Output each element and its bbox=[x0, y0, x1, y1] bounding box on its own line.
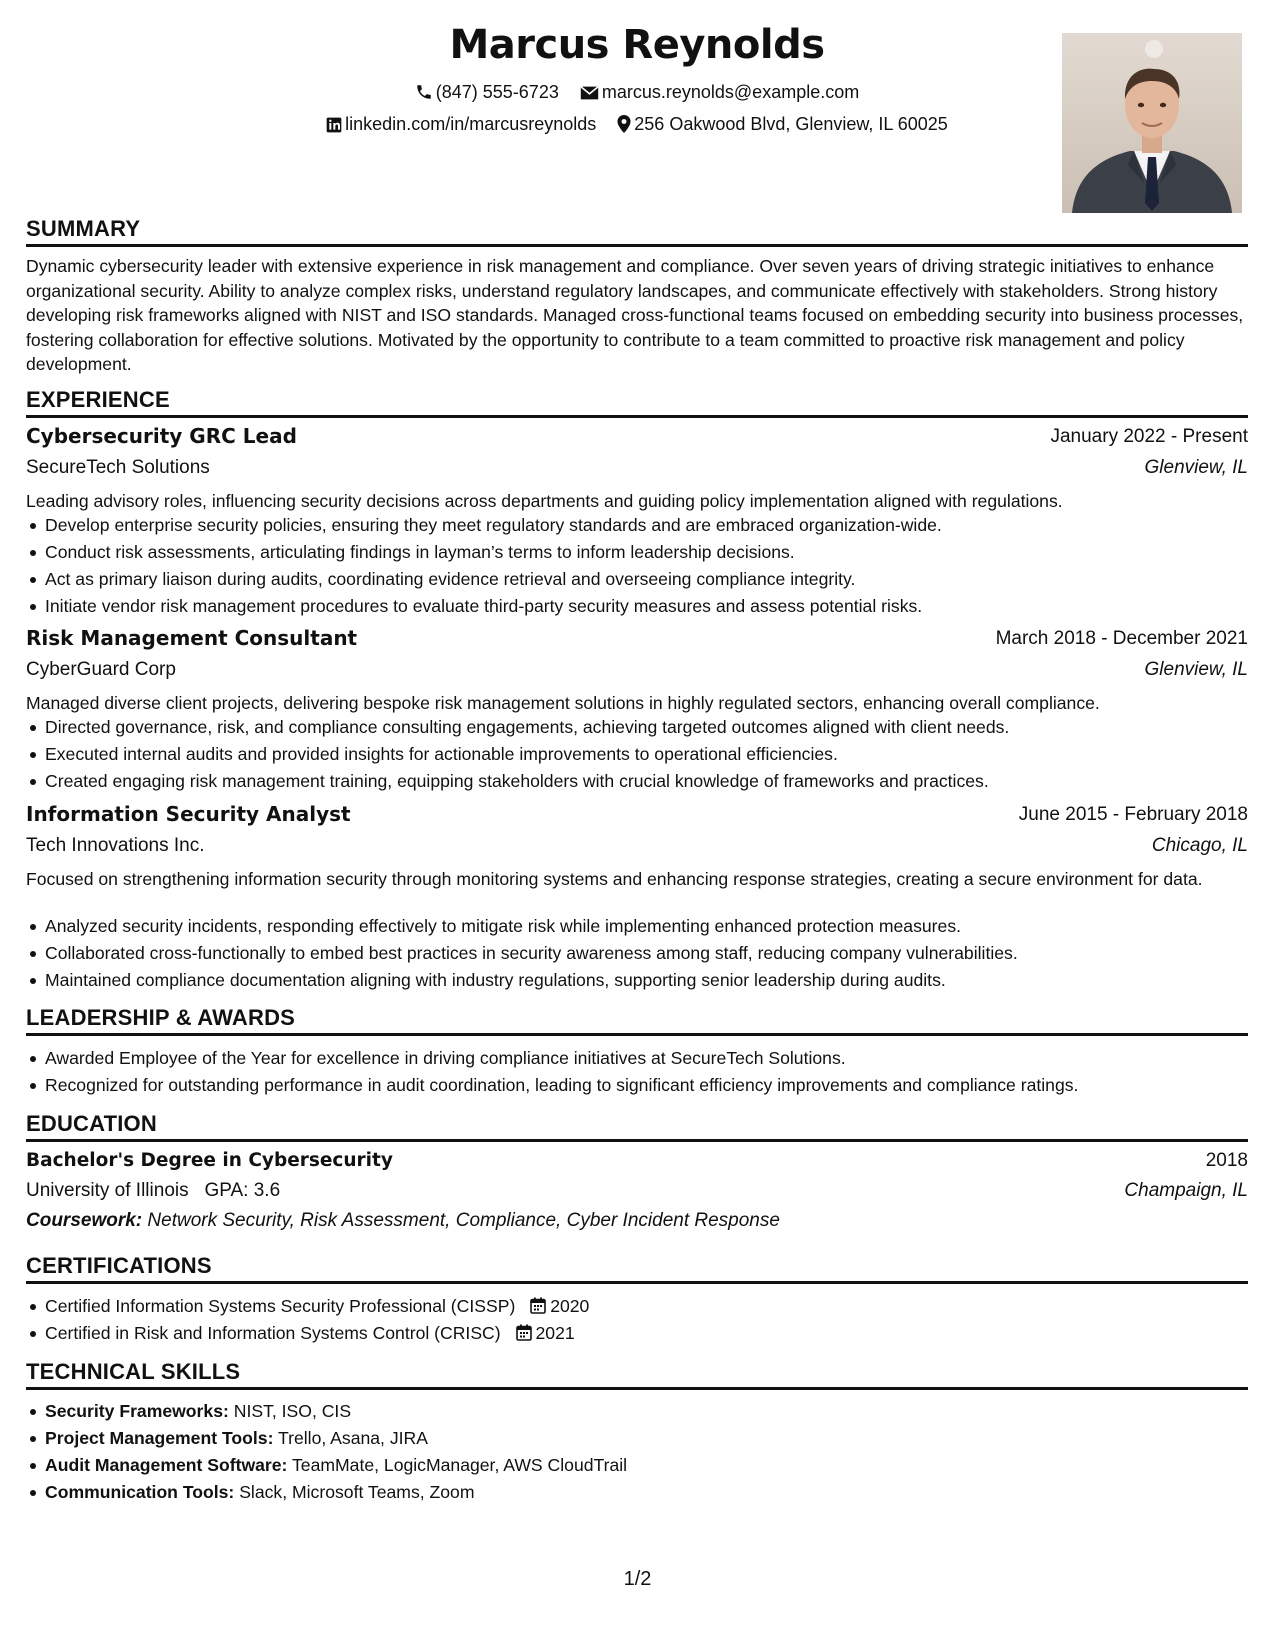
job-dates: January 2022 - Present bbox=[1050, 426, 1248, 447]
envelope-icon bbox=[580, 85, 599, 101]
list-item bbox=[26, 1320, 1248, 1347]
contact-email[interactable] bbox=[580, 82, 859, 103]
job-description: Managed diverse client projects, delivering bespoke risk management solutions in highly regulated sectors, enhancing overall compliance. bbox=[26, 693, 1100, 713]
address-text: 256 Oakwood Blvd, Glenview, IL 60025 bbox=[634, 113, 948, 134]
job-bullets bbox=[26, 913, 1248, 994]
job-company: SecureTech Solutions bbox=[26, 457, 210, 478]
phone-text: (847) 555-6723 bbox=[435, 81, 559, 102]
page-number: 1/2 bbox=[623, 1568, 652, 1590]
certifications-list bbox=[26, 1293, 1248, 1347]
section-title-experience: EXPERIENCE bbox=[26, 387, 1248, 418]
phone-icon bbox=[415, 83, 433, 101]
email-text: marcus.reynolds@example.com bbox=[601, 81, 860, 102]
cert-name: Certified in Risk and Information Systems Control (CRISC) bbox=[45, 1323, 501, 1343]
contact-linkedin[interactable] bbox=[326, 114, 596, 135]
skill-label: Security Frameworks: bbox=[45, 1401, 229, 1421]
list-item bbox=[26, 1425, 1248, 1452]
job-description: Focused on strengthening information security through monitoring systems and enhancing response strategies, creating a secure environment for data. bbox=[26, 869, 1203, 889]
job-company: Tech Innovations Inc. bbox=[26, 835, 205, 856]
job-bullets bbox=[26, 512, 1248, 620]
section-title-skills: TECHNICAL SKILLS bbox=[26, 1359, 1248, 1390]
job-title: Risk Management Consultant bbox=[26, 626, 358, 650]
skill-value: TeamMate, LogicManager, AWS CloudTrail bbox=[292, 1455, 628, 1475]
section-title-awards: LEADERSHIP & AWARDS bbox=[26, 1005, 1248, 1036]
job-location: Glenview, IL bbox=[1144, 457, 1248, 478]
list-item: Initiate vendor risk management procedures to evaluate third-party security measures and assess potential risks. bbox=[26, 593, 1248, 620]
awards-list bbox=[26, 1045, 1248, 1099]
job-location: Glenview, IL bbox=[1144, 659, 1248, 680]
calendar-icon bbox=[516, 1324, 532, 1341]
coursework bbox=[26, 1210, 780, 1232]
list-item bbox=[26, 1293, 1248, 1320]
skill-value: Slack, Microsoft Teams, Zoom bbox=[239, 1482, 475, 1502]
skill-label: Audit Management Software: bbox=[45, 1455, 288, 1475]
linkedin-icon bbox=[326, 117, 342, 133]
school-line bbox=[26, 1180, 280, 1202]
list-item: Collaborated cross-functionally to embed best practices in security awareness among staff, reducing company vulnerabilities. bbox=[26, 940, 1248, 967]
graduation-year: 2018 bbox=[1205, 1150, 1248, 1171]
list-item: Conduct risk assessments, articulating findings in layman’s terms to inform leadership decisions. bbox=[26, 539, 1248, 566]
school-location: Champaign, IL bbox=[1124, 1180, 1248, 1201]
list-item: Created engaging risk management training, equipping stakeholders with crucial knowledge of frameworks and practices. bbox=[26, 768, 1248, 795]
profile-photo bbox=[1062, 33, 1242, 213]
candidate-name: Marcus Reynolds bbox=[449, 22, 825, 68]
summary-text: Dynamic cybersecurity leader with extensive experience in risk management and compliance. Over seven years of driving strategic initiatives to enhance organizational security. Ability to analyze complex risks, understand regulatory landscapes, and communicate effectively with stakeholders. Strong history developing risk frameworks aligned with NIST and ISO standards. Managed cross-functional teams focused on embedding security into business processes, fostering collaboration for effective solutions. Motivated by the opportunity to contribute to a team committed to proactive risk management and policy development. bbox=[26, 256, 1244, 375]
linkedin-text: linkedin.com/in/marcusreynolds bbox=[345, 113, 597, 134]
job-company: CyberGuard Corp bbox=[26, 659, 176, 680]
list-item: Analyzed security incidents, responding effectively to mitigate risk while implementing enhanced protection measures. bbox=[26, 913, 1248, 940]
contact-address bbox=[617, 114, 948, 135]
section-title-summary: SUMMARY bbox=[26, 216, 1248, 247]
cert-year: 2021 bbox=[535, 1323, 575, 1343]
school-name: University of Illinois bbox=[26, 1180, 189, 1201]
job-location: Chicago, IL bbox=[1151, 835, 1248, 856]
list-item bbox=[26, 1452, 1248, 1479]
list-item: Directed governance, risk, and compliance consulting engagements, achieving targeted outcomes aligned with client needs. bbox=[26, 714, 1248, 741]
list-item bbox=[26, 1479, 1248, 1506]
list-item: Executed internal audits and provided insights for actionable improvements to operational efficiencies. bbox=[26, 741, 1248, 768]
job-dates: June 2015 - February 2018 bbox=[1018, 804, 1248, 825]
job-description: Leading advisory roles, influencing security decisions across departments and guiding policy implementation aligned with regulations. bbox=[26, 491, 1063, 511]
job-dates: March 2018 - December 2021 bbox=[995, 628, 1248, 649]
cert-year: 2020 bbox=[550, 1296, 590, 1316]
degree-title: Bachelor's Degree in Cybersecurity bbox=[26, 1150, 393, 1171]
cert-name: Certified Information Systems Security Professional (CISSP) bbox=[45, 1296, 516, 1316]
job-title: Cybersecurity GRC Lead bbox=[26, 424, 297, 448]
list-item: Act as primary liaison during audits, coordinating evidence retrieval and overseeing compliance integrity. bbox=[26, 566, 1248, 593]
skills-list bbox=[26, 1398, 1248, 1506]
list-item bbox=[26, 1398, 1248, 1425]
contact-phone[interactable] bbox=[415, 82, 559, 103]
list-item: Recognized for outstanding performance in audit coordination, leading to significant efficiency improvements and compliance ratings. bbox=[26, 1072, 1248, 1099]
skill-label: Communication Tools: bbox=[45, 1482, 235, 1502]
skill-label: Project Management Tools: bbox=[45, 1428, 274, 1448]
coursework-list: Network Security, Risk Assessment, Compliance, Cyber Incident Response bbox=[147, 1210, 780, 1231]
skill-value: NIST, ISO, CIS bbox=[233, 1401, 352, 1421]
list-item: Awarded Employee of the Year for excellence in driving compliance initiatives at SecureTech Solutions. bbox=[26, 1045, 1248, 1072]
map-pin-icon bbox=[617, 115, 631, 133]
section-title-certifications: CERTIFICATIONS bbox=[26, 1253, 1248, 1284]
gpa: GPA: 3.6 bbox=[204, 1180, 281, 1201]
section-title-education: EDUCATION bbox=[26, 1111, 1248, 1142]
skill-value: Trello, Asana, JIRA bbox=[278, 1428, 428, 1448]
list-item: Maintained compliance documentation aligning with industry regulations, supporting senior leadership during audits. bbox=[26, 967, 1248, 994]
list-item: Develop enterprise security policies, ensuring they meet regulatory standards and are embraced organization-wide. bbox=[26, 512, 1248, 539]
job-bullets bbox=[26, 714, 1248, 795]
coursework-label: Coursework: bbox=[26, 1210, 143, 1231]
job-title: Information Security Analyst bbox=[26, 802, 351, 826]
calendar-icon bbox=[530, 1297, 546, 1314]
